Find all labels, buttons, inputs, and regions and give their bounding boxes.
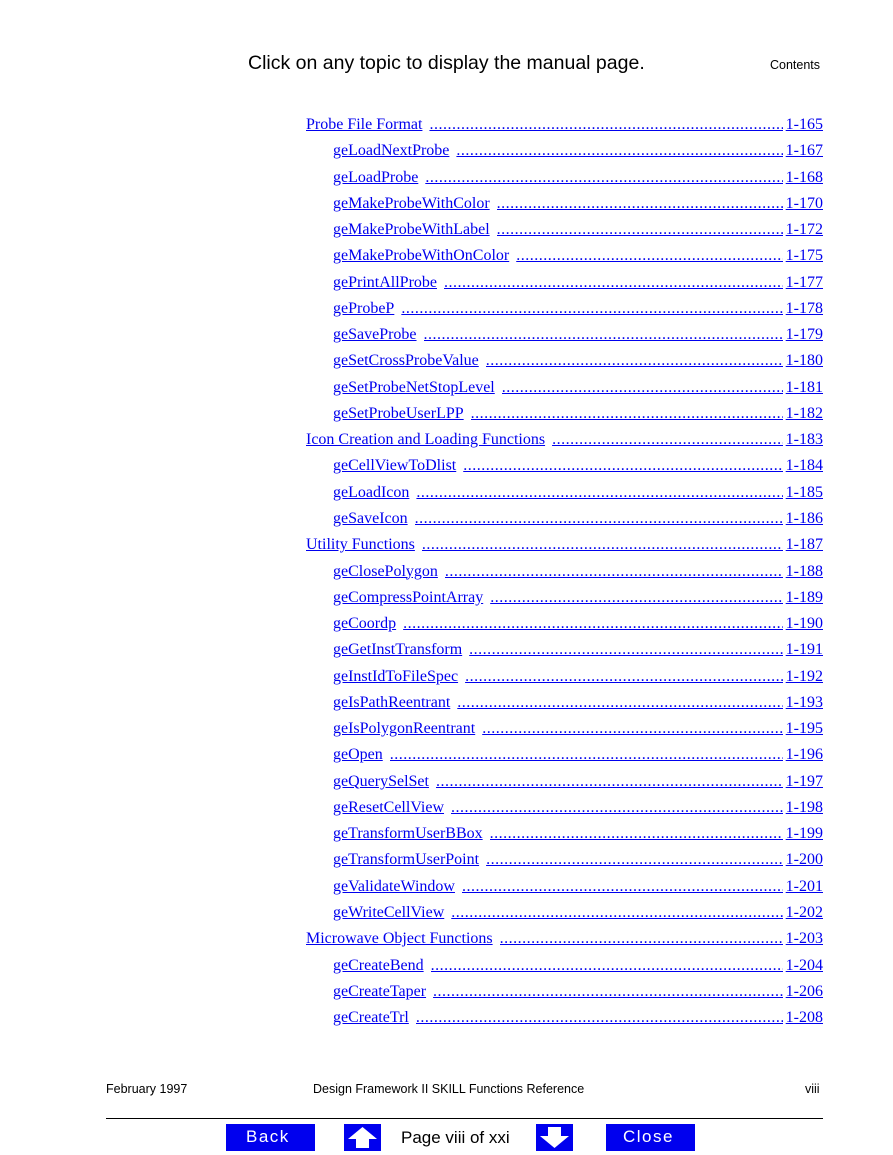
toc-dot-leader xyxy=(433,983,783,1001)
toc-entry-title: geInstIdToFileSpec xyxy=(333,667,459,685)
toc-entry-title: geMakeProbeWithColor xyxy=(333,194,490,212)
toc-entry-link[interactable] xyxy=(306,379,823,405)
toc-entry-link[interactable] xyxy=(306,746,823,772)
next-page-button[interactable] xyxy=(536,1124,573,1151)
toc-dot-leader xyxy=(500,930,783,948)
toc-dot-leader xyxy=(497,195,783,213)
toc-dot-leader xyxy=(424,326,783,344)
toc-entry-link[interactable] xyxy=(306,326,823,352)
toc-dot-leader xyxy=(482,720,782,738)
toc-dot-leader xyxy=(516,247,782,265)
toc-entry-title: geQuerySelSet xyxy=(333,772,429,790)
toc-entry-title: geSetCrossProbeValue xyxy=(333,352,479,370)
toc-entry-page: 1-202 xyxy=(785,903,823,921)
toc-dot-leader xyxy=(444,274,783,292)
toc-entry-link[interactable] xyxy=(306,641,823,667)
toc-entry-link[interactable] xyxy=(306,904,823,930)
toc-dot-leader xyxy=(552,431,783,449)
toc-entry-link[interactable] xyxy=(306,352,823,378)
toc-entry-page: 1-185 xyxy=(785,483,823,501)
toc-entry-link[interactable] xyxy=(306,878,823,904)
toc-section-link[interactable] xyxy=(306,930,823,956)
toc-entry-page: 1-195 xyxy=(785,720,823,738)
toc-entry-page: 1-184 xyxy=(785,457,823,475)
toc-entry-title: geCreateTrl xyxy=(333,1009,409,1027)
toc-entry-page: 1-191 xyxy=(785,641,823,659)
toc-entry-title: geTransformUserPoint xyxy=(333,851,480,869)
table-of-contents xyxy=(306,116,823,1035)
toc-entry-page: 1-188 xyxy=(785,562,823,580)
toc-section-link[interactable] xyxy=(306,116,823,142)
toc-entry-title: geLoadIcon xyxy=(333,483,410,501)
toc-entry-title: geIsPolygonReentrant xyxy=(333,720,476,738)
toc-entry-title: gePrintAllProbe xyxy=(333,273,437,291)
toc-dot-leader xyxy=(403,615,783,633)
toc-entry-link[interactable] xyxy=(306,773,823,799)
toc-entry-title: geOpen xyxy=(333,746,383,764)
toc-entry-title: Utility Functions xyxy=(306,536,415,554)
back-button[interactable]: Back xyxy=(226,1124,315,1151)
page-instruction: Click on any topic to display the manual page. xyxy=(248,52,645,74)
toc-dot-leader xyxy=(456,142,782,160)
toc-entry-link[interactable] xyxy=(306,484,823,510)
toc-dot-leader xyxy=(422,536,783,554)
toc-entry-page: 1-181 xyxy=(785,378,823,396)
toc-dot-leader xyxy=(486,352,783,370)
page-indicator: Page viii of xxi xyxy=(401,1128,510,1147)
toc-entry-title: geIsPathReentrant xyxy=(333,693,451,711)
toc-entry-title: geResetCellView xyxy=(333,798,445,816)
previous-page-button[interactable] xyxy=(344,1124,381,1151)
toc-entry-page: 1-172 xyxy=(785,221,823,239)
toc-entry-page: 1-199 xyxy=(785,825,823,843)
toc-entry-title: geProbeP xyxy=(333,299,395,317)
toc-entry-link[interactable] xyxy=(306,169,823,195)
toc-entry-page: 1-167 xyxy=(785,142,823,160)
toc-entry-link[interactable] xyxy=(306,720,823,746)
toc-dot-leader xyxy=(469,641,783,659)
toc-entry-title: geCreateBend xyxy=(333,956,424,974)
toc-entry-link[interactable] xyxy=(306,851,823,877)
toc-entry-link[interactable] xyxy=(306,694,823,720)
toc-dot-leader xyxy=(445,563,783,581)
toc-entry-page: 1-170 xyxy=(785,194,823,212)
toc-entry-link[interactable] xyxy=(306,405,823,431)
toc-entry-title: geTransformUserBBox xyxy=(333,825,483,843)
toc-entry-page: 1-206 xyxy=(785,982,823,1000)
section-label: Contents xyxy=(770,58,821,72)
toc-entry-title: geCellViewToDlist xyxy=(333,457,457,475)
arrow-up-icon xyxy=(344,1124,381,1151)
toc-dot-leader xyxy=(390,746,783,764)
toc-dot-leader xyxy=(431,957,783,975)
toc-entry-link[interactable] xyxy=(306,668,823,694)
toc-entry-link[interactable] xyxy=(306,563,823,589)
toc-dot-leader xyxy=(502,379,783,397)
toc-entry-page: 1-198 xyxy=(785,798,823,816)
toc-entry-link[interactable] xyxy=(306,1009,823,1035)
toc-entry-link[interactable] xyxy=(306,457,823,483)
toc-entry-link[interactable] xyxy=(306,983,823,1009)
toc-entry-link[interactable] xyxy=(306,825,823,851)
toc-dot-leader xyxy=(415,510,783,528)
toc-entry-page: 1-190 xyxy=(785,615,823,633)
toc-dot-leader xyxy=(416,1009,783,1027)
toc-dot-leader xyxy=(451,799,783,817)
close-button[interactable]: Close xyxy=(606,1124,695,1151)
toc-dot-leader xyxy=(497,221,783,239)
toc-entry-page: 1-168 xyxy=(785,168,823,186)
toc-dot-leader xyxy=(465,668,783,686)
toc-entry-page: 1-186 xyxy=(785,509,823,527)
toc-entry-title: Probe File Format xyxy=(306,116,423,133)
toc-entry-page: 1-178 xyxy=(785,299,823,317)
toc-dot-leader xyxy=(486,851,783,869)
toc-entry-page: 1-189 xyxy=(785,588,823,606)
toc-entry-title: geClosePolygon xyxy=(333,562,438,580)
toc-entry-page: 1-177 xyxy=(785,273,823,291)
toc-entry-page: 1-179 xyxy=(785,326,823,344)
toc-entry-link[interactable] xyxy=(306,221,823,247)
toc-dot-leader xyxy=(490,825,783,843)
toc-entry-link[interactable] xyxy=(306,195,823,221)
toc-entry-link[interactable] xyxy=(306,247,823,273)
arrow-down-icon xyxy=(536,1124,573,1151)
toc-entry-link[interactable] xyxy=(306,799,823,825)
toc-entry-title: geSaveProbe xyxy=(333,326,417,344)
footer-divider xyxy=(106,1118,823,1119)
toc-entry-title: geLoadProbe xyxy=(333,168,419,186)
toc-entry-page: 1-200 xyxy=(785,851,823,869)
toc-dot-leader xyxy=(471,405,783,423)
toc-entry-link[interactable] xyxy=(306,274,823,300)
toc-entry-title: geSaveIcon xyxy=(333,509,408,527)
toc-entry-title: Microwave Object Functions xyxy=(306,930,493,948)
toc-entry-page: 1-165 xyxy=(785,116,823,133)
footer-document-title: Design Framework II SKILL Functions Reference xyxy=(313,1082,585,1096)
toc-dot-leader xyxy=(490,589,782,607)
toc-entry-link[interactable] xyxy=(306,300,823,326)
toc-entry-page: 1-203 xyxy=(785,930,823,948)
toc-entry-title: geMakeProbeWithOnColor xyxy=(333,247,510,265)
toc-entry-title: geCoordp xyxy=(333,615,397,633)
toc-entry-title: geWriteCellView xyxy=(333,903,445,921)
toc-entry-link[interactable] xyxy=(306,142,823,168)
footer-page-number: viii xyxy=(805,1082,820,1096)
footer-date: February 1997 xyxy=(106,1082,188,1096)
toc-entry-title: geSetProbeUserLPP xyxy=(333,404,464,422)
toc-dot-leader xyxy=(457,694,782,712)
toc-entry-page: 1-192 xyxy=(785,667,823,685)
toc-dot-leader xyxy=(451,904,782,922)
toc-entry-page: 1-175 xyxy=(785,247,823,265)
toc-entry-title: geCreateTaper xyxy=(333,982,427,1000)
toc-entry-title: geValidateWindow xyxy=(333,877,455,895)
toc-entry-link[interactable] xyxy=(306,589,823,615)
toc-entry-title: geCompressPointArray xyxy=(333,588,484,606)
toc-dot-leader xyxy=(416,484,782,502)
toc-entry-page: 1-187 xyxy=(785,536,823,554)
toc-entry-link[interactable] xyxy=(306,510,823,536)
toc-entry-page: 1-182 xyxy=(785,404,823,422)
toc-entry-page: 1-208 xyxy=(785,1009,823,1027)
toc-dot-leader xyxy=(463,457,782,475)
toc-dot-leader xyxy=(429,116,782,134)
toc-entry-title: geLoadNextProbe xyxy=(333,142,450,160)
toc-entry-link[interactable] xyxy=(306,615,823,641)
toc-section-link[interactable] xyxy=(306,431,823,457)
toc-dot-leader xyxy=(436,773,783,791)
toc-dot-leader xyxy=(401,300,782,318)
toc-dot-leader xyxy=(425,169,782,187)
toc-entry-page: 1-193 xyxy=(785,693,823,711)
toc-entry-page: 1-197 xyxy=(785,772,823,790)
toc-entry-page: 1-201 xyxy=(785,877,823,895)
toc-entry-title: geMakeProbeWithLabel xyxy=(333,221,490,239)
toc-entry-page: 1-183 xyxy=(785,431,823,449)
toc-entry-title: geGetInstTransform xyxy=(333,641,463,659)
toc-entry-page: 1-196 xyxy=(785,746,823,764)
toc-entry-page: 1-204 xyxy=(785,956,823,974)
toc-entry-link[interactable] xyxy=(306,957,823,983)
toc-dot-leader xyxy=(462,878,783,896)
toc-section-link[interactable] xyxy=(306,536,823,562)
toc-entry-title: geSetProbeNetStopLevel xyxy=(333,378,495,396)
toc-entry-page: 1-180 xyxy=(785,352,823,370)
toc-entry-title: Icon Creation and Loading Functions xyxy=(306,431,546,449)
